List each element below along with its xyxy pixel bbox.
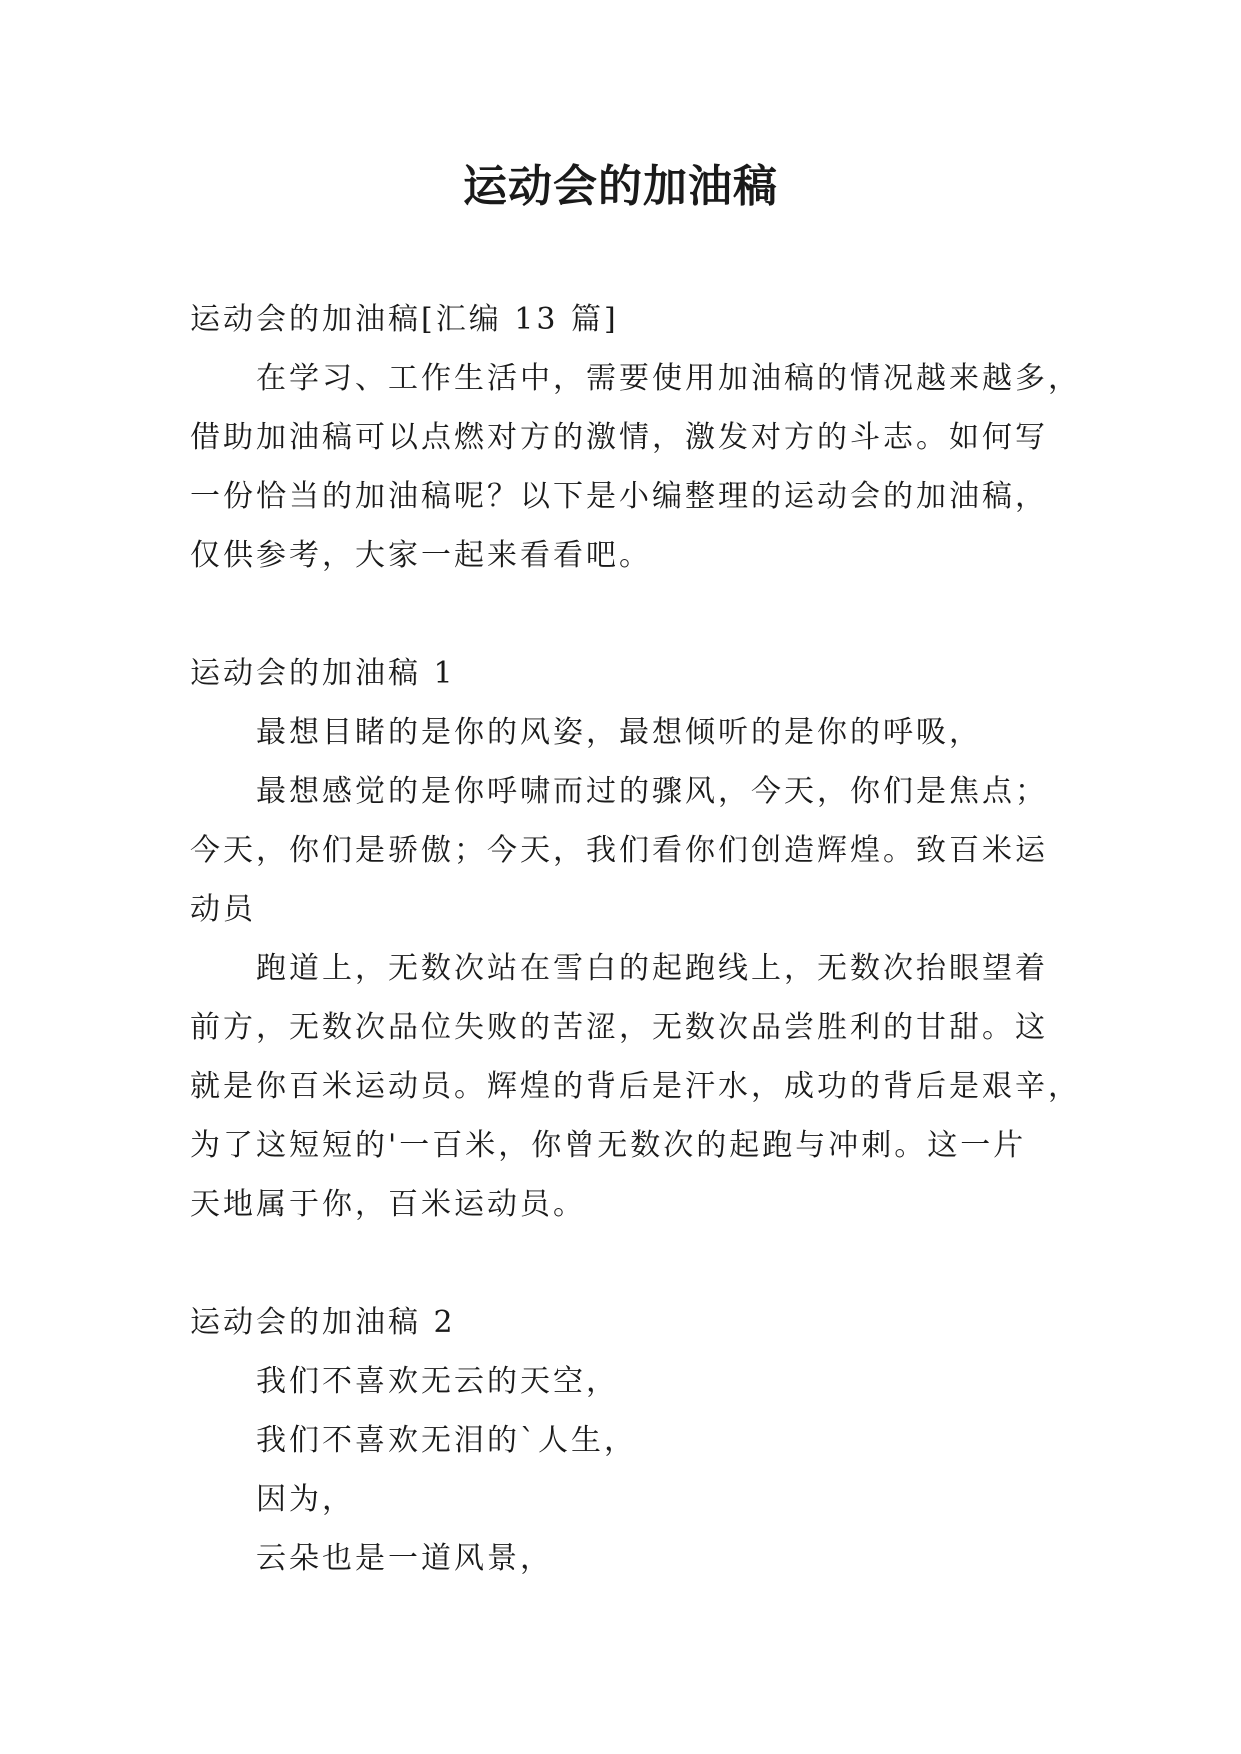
text-line: 今天，你们是骄傲；今天，我们看你们创造辉煌。致百米运 bbox=[190, 833, 1048, 868]
text-line: 运动会的加油稿[汇编 13 篇] bbox=[190, 302, 619, 337]
paragraph-gap bbox=[190, 1234, 1070, 1293]
text-line: 最想感觉的是你呼啸而过的骤风，今天，你们是焦点； bbox=[256, 774, 1048, 809]
text-line: 仅供参考，大家一起来看看吧。 bbox=[190, 538, 652, 573]
paragraph-gap bbox=[190, 585, 1070, 644]
text-line: 前方，无数次品位失败的苦涩，无数次品尝胜利的甘甜。这 bbox=[190, 1010, 1048, 1045]
text-line: 我们不喜欢无云的天空， bbox=[256, 1364, 619, 1399]
text-line: 运动会的加油稿 1 bbox=[190, 656, 456, 691]
text-line: 一份恰当的加油稿呢？以下是小编整理的运动会的加油稿， bbox=[190, 479, 1048, 514]
text-line: 云朵也是一道风景， bbox=[256, 1541, 553, 1576]
text-line: 在学习、工作生活中，需要使用加油稿的情况越来越多， bbox=[256, 361, 1081, 396]
text-line: 借助加油稿可以点燃对方的激情，激发对方的斗志。如何写 bbox=[190, 420, 1048, 455]
text-line: 就是你百米运动员。辉煌的背后是汗水，成功的背后是艰辛， bbox=[190, 1069, 1081, 1104]
document-title: 运动会的加油稿 bbox=[463, 161, 778, 212]
text-line: 我们不喜欢无泪的`人生， bbox=[256, 1423, 637, 1458]
text-line: 天地属于你，百米运动员。 bbox=[190, 1187, 586, 1222]
text-line: 为了这短短的'一百米，你曾无数次的起跑与冲刺。这一片 bbox=[190, 1128, 1027, 1163]
text-line: 因为， bbox=[256, 1482, 355, 1517]
text-line: 最想目睹的是你的风姿，最想倾听的是你的呼吸， bbox=[256, 715, 982, 750]
text-line: 跑道上，无数次站在雪白的起跑线上，无数次抬眼望着 bbox=[256, 951, 1048, 986]
document-body bbox=[190, 290, 1081, 1588]
text-line: 动员 bbox=[190, 892, 256, 927]
text-line: 运动会的加油稿 2 bbox=[190, 1305, 456, 1340]
